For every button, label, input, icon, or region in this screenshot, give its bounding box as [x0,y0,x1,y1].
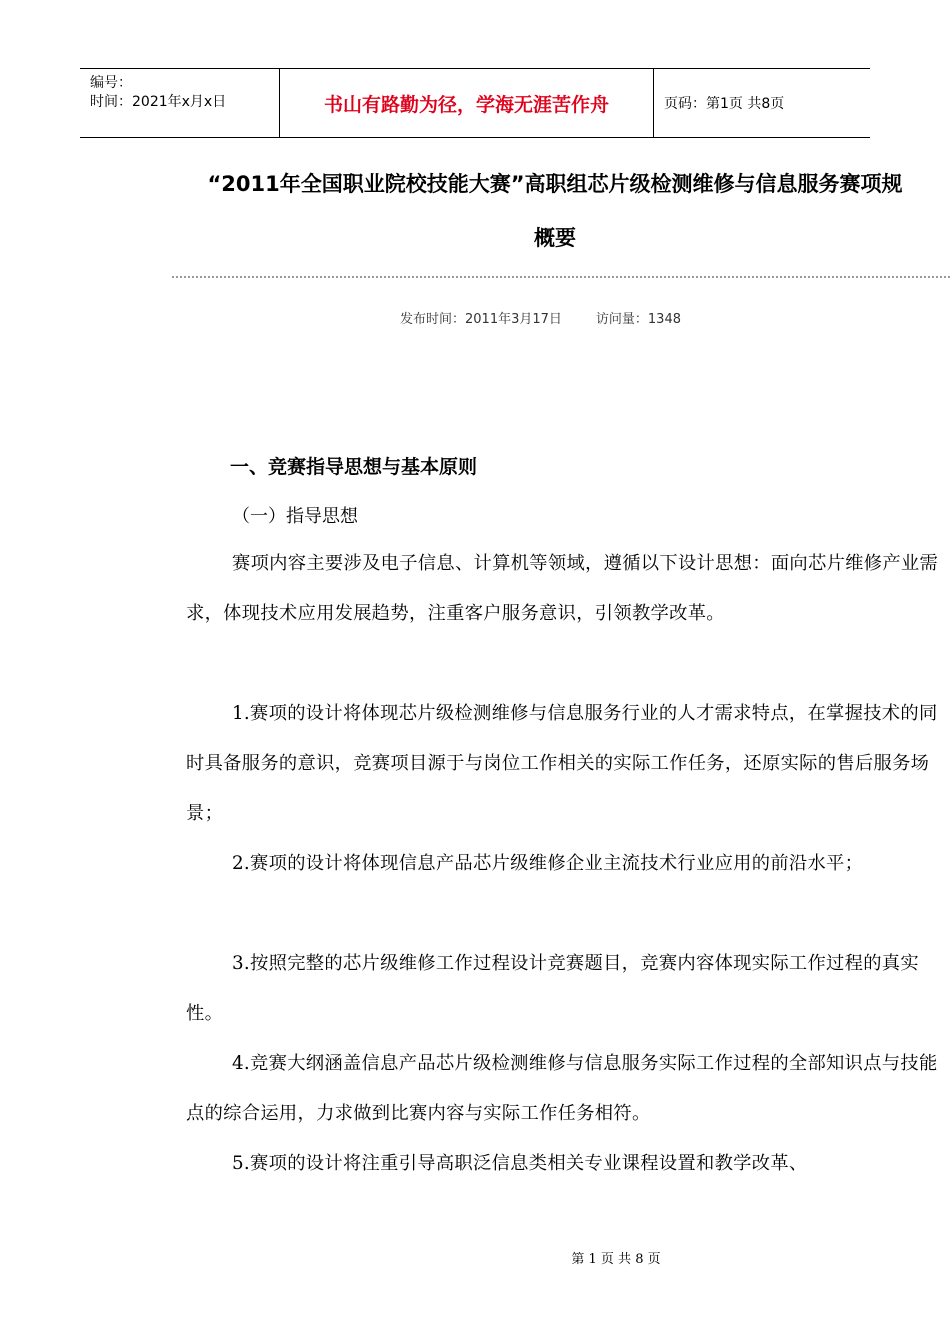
paragraph: 1.赛项的设计将体现芯片级检测维修与信息服务行业的人才需求特点，在掌握技术的同时具备服务的意识，竞赛项目源于与岗位工作相关的实际工作任务，还原实际的售后服务场景； [186,703,938,824]
paragraph: 赛项内容主要涉及电子信息、计算机等领域，遵循以下设计思想：面向芯片维修产业需求，体现技术应用发展趋势，注重客户服务意识，引领教学改革。 [186,553,939,624]
number-label: 编号： [90,75,132,91]
motto-cell [280,69,654,137]
article-meta [400,308,681,327]
document-title: “2011年全国职业院校技能大赛”高职组芯片级检测维修与信息服务赛项规 [207,172,903,196]
document-subtitle: 概要 [534,226,576,250]
visit-count: 访问量：1348 [595,312,681,327]
header-table [80,68,870,138]
paragraph: 4.竞赛大纲涵盖信息产品芯片级检测维修与信息服务实际工作过程的全部知识点与技能点的综合运用，力求做到比赛内容与实际工作任务相符。 [186,1053,938,1124]
page-label: 页码：第1页 共8页 [664,96,785,112]
paragraph: 5.赛项的设计将注重引导高职泛信息类相关专业课程设置和教学改革、 [232,1153,808,1174]
section-heading: 一、竞赛指导思想与基本原则 [230,456,478,478]
time-label: 时间：2021年x月x日 [90,94,227,110]
paragraph: 2.赛项的设计将体现信息产品芯片级维修企业主流技术行业应用的前沿水平； [232,853,864,874]
sub-heading: （一）指导思想 [232,506,358,527]
dotted-divider [172,276,950,278]
publish-time: 发布时间：2011年3月17日 [400,312,562,327]
motto-text: 书山有路勤为径，学海无涯苦作舟 [323,93,609,116]
header-info-cell [80,69,280,137]
paragraph: 3.按照完整的芯片级维修工作过程设计竞赛题目，竞赛内容体现实际工作过程的真实性。 [186,953,919,1024]
page-label-cell [654,69,870,137]
page-footer: 第 1 页 共 8 页 [571,1252,661,1267]
